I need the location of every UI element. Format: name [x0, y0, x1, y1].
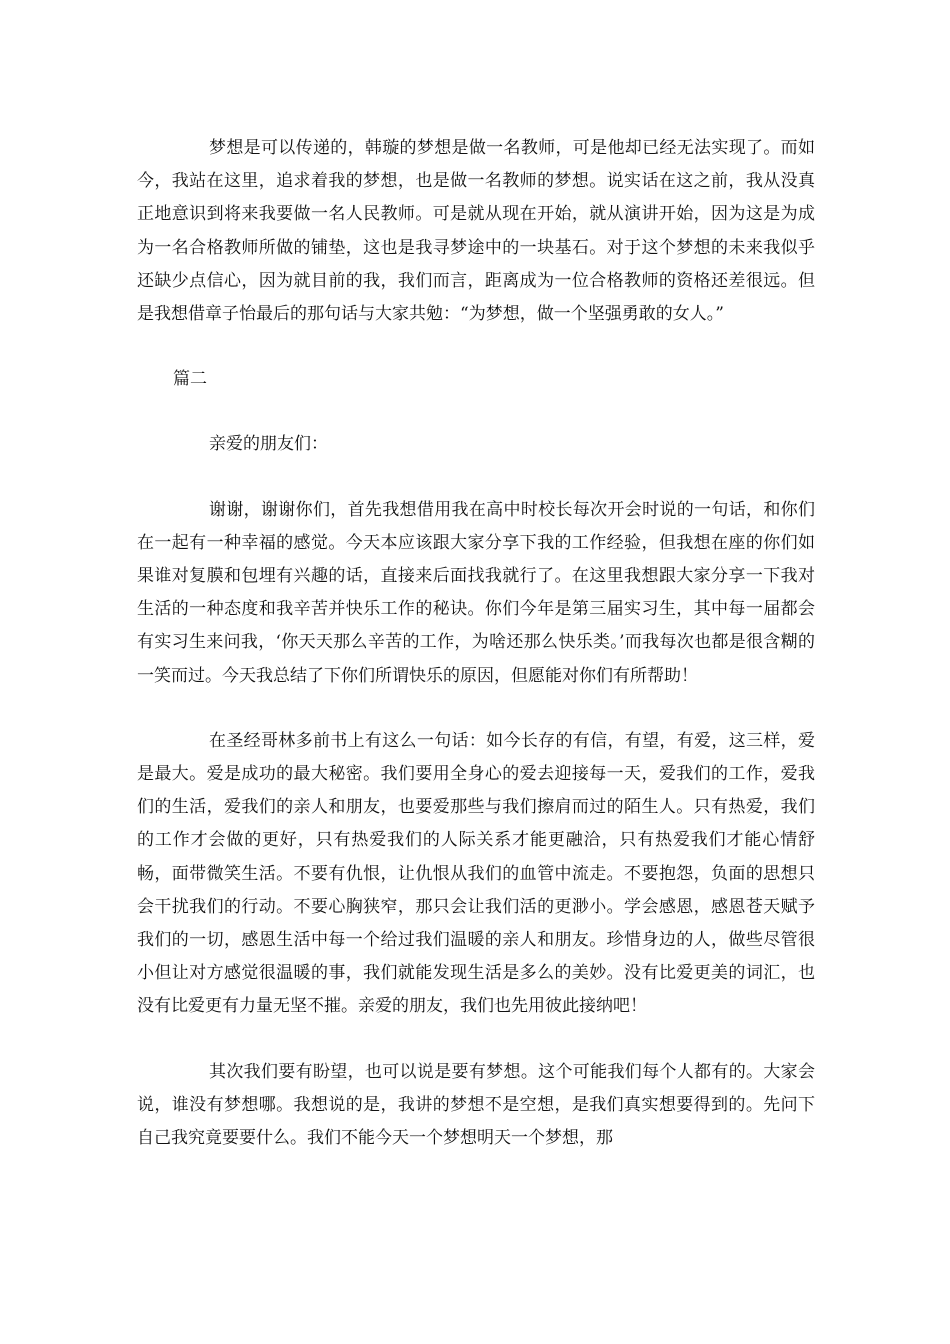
- paragraph-dream-intro: 梦想是可以传递的，韩璇的梦想是做一名教师，可是他却已经无法实现了。而如今，我站在这里，追求着我的梦想，也是做一名教师的梦想。说实话在这之前，我从没真正地意识到将来我要做一名人民教师。可是就从现在开始，就从演讲开始，因为这是为成为一名合格教师所做的铺垫，这也是我寻梦途中的一块基石。对于这个梦想的未来我似乎还缺少点信心，因为就目前的我，我们而言，距离成为一位合格教师的资格还差很远。但是我想借章子怡最后的那句话与大家共勉：“为梦想，做一个坚强勇敢的女人。”: [137, 138, 815, 325]
- salutation: 亲爱的朋友们：: [209, 434, 328, 455]
- paragraph-hope: 其次我们要有盼望，也可以说是要有梦想。这个可能我们每个人都有的。大家会说，谁没有梦想哪。我想说的是，我讲的梦想不是空想，是我们真实想要得到的。先问下自己我究竟要要什么。我们不能今天一个梦想明天一个梦想，那: [137, 1061, 815, 1149]
- section-heading: 篇二: [173, 369, 207, 390]
- paragraph-thanks: 谢谢，谢谢你们，首先我想借用我在高中时校长每次开会时说的一句话，和你们在一起有一种幸福的感觉。今天本应该跟大家分享下我的工作经验，但我想在座的你们如果谁对复膜和包埋有兴趣的话，直接来后面找我就行了。在这里我想跟大家分享一下我对生活的一种态度和我辛苦并快乐工作的秘诀。你们今年是第三届实习生，其中每一届都会有实习生来问我，‘你天天那么辛苦的工作，为啥还那么快乐类。’而我每次也都是很含糊的一笑而过。今天我总结了下你们所谓快乐的原因，但愿能对你们有所帮助！: [137, 499, 815, 686]
- document-body: [137, 132, 815, 1187]
- paragraph-love: 在圣经哥林多前书上有这么一句话：如今长存的有信，有望，有爱，这三样，爱是最大。爱是成功的最大秘密。我们要用全身心的爱去迎接每一天，爱我们的工作，爱我们的生活，爱我们的亲人和朋友，也要爱那些与我们擦肩而过的陌生人。只有热爱，我们的工作才会做的更好，只有热爱我们的人际关系才能更融洽，只有热爱我们才能心情舒畅，面带微笑生活。不要有仇恨，让仇恨从我们的血管中流走。不要抱怨，负面的思想只会干扰我们的行动。不要心胸狭窄，那只会让我们活的更渺小。学会感恩，感恩苍天赋予我们的一切，感恩生活中每一个给过我们温暖的亲人和朋友。珍惜身边的人，做些尽管很小但让对方感觉很温暖的事，我们就能发现生活是多么的美妙。没有比爱更美的词汇，也没有比爱更有力量无坚不摧。亲爱的朋友，我们也先用彼此接纳吧！: [137, 730, 815, 1017]
